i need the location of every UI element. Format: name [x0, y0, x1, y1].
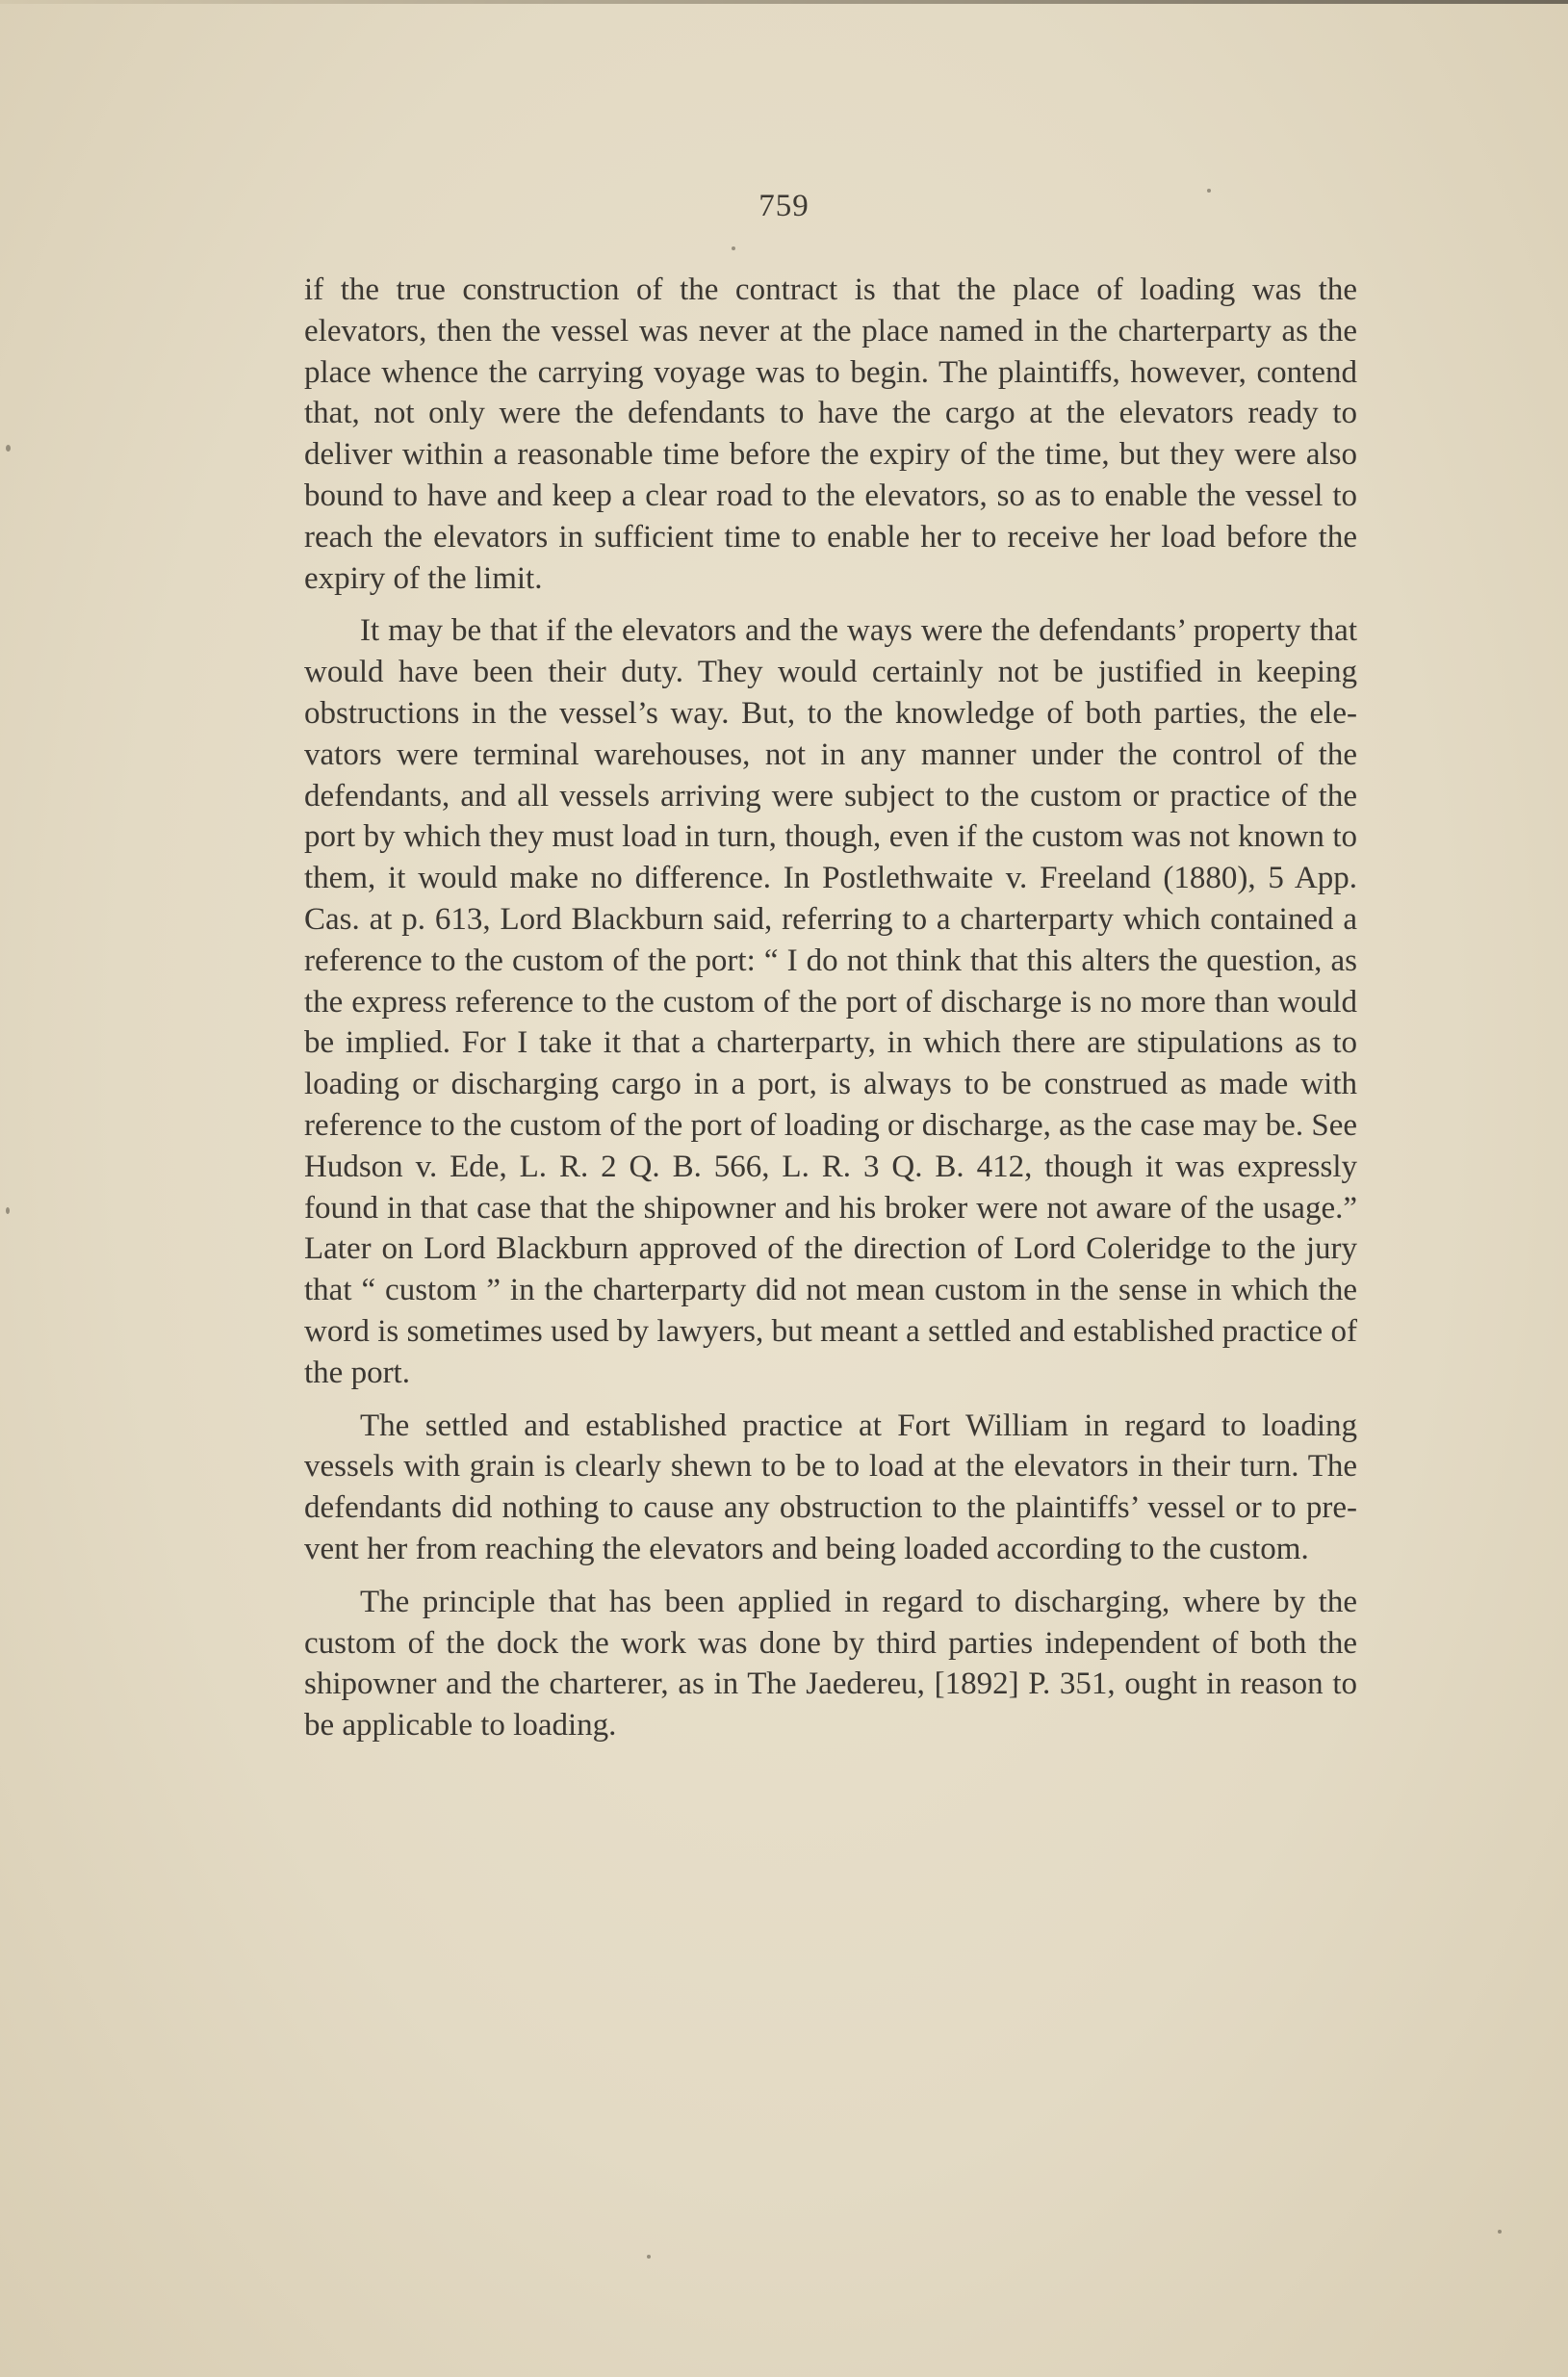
ink-speck: [6, 445, 11, 452]
ink-speck: [6, 1207, 10, 1214]
ink-speck: [647, 2255, 651, 2259]
paragraph: The settled and established practice at Fort William in regard to loading vessels with grain is clearly shewn to be to load at the elevators in their turn. The defendants did nothing to cause any obstruction to the plaintiffs’ vessel or to prevent her from reaching the elevators and being loaded according to the custom.: [304, 1408, 1357, 1566]
paragraph: The principle that has been applied in regard to discharging, where by the custom of the dock the work was done by third parties independent of both the shipowner and the charterer, as in The Jaedereu, [1892] P. 351, ought in reason to be applicable to loading.: [304, 1584, 1357, 1744]
page-top-edge: [0, 0, 1568, 4]
page-number: 759: [758, 189, 810, 223]
ink-speck: [732, 246, 735, 250]
paragraph: It may be that if the elevators and the ways were the defendants’ property that would have been their duty. They would certainly not be justified in keeping obstructions in the vessel’s way. But, to the knowledge of both parties, the elevators were terminal warehouses, not in any manner under the control of the defendants, and all vessels arriving were subject to the custom or practice of the port by which they must load in turn, though, even if the custom was not known to them, it would make no difference. In Postlethwaite v. Freeland (1880), 5 App. Cas. at p. 613, Lord Blackburn said, referring to a charterparty which contained a reference to the custom of the port: “ I do not think that this alters the question, as the express reference to the custom of the port of discharge is no more than would be implied. For I take it that a charterparty, in which there are stipulations as to loading or discharging cargo in a port, is always to be construed as made with reference to the custom of the port of loading or discharge, as the case may be. See Hudson v. Ede, L. R. 2 Q. B. 566, L. R. 3 Q. B. 412, though it was expressly found in that case that the shipowner and his broker were not aware of the usage.” Later on Lord Blackburn approved of the direction of Lord Coleridge to the jury that “ custom ” in the charterparty did not mean custom in the sense in which the word is sometimes used by lawyers, but meant a settled and established practice of the port.: [304, 613, 1357, 1390]
body-text: [304, 270, 1357, 1758]
ink-speck: [1498, 2230, 1502, 2234]
paragraph-continuation: if the true construction of the contract is that the place of loading was the elevators, then the vessel was never at the place named in the charterparty as the place whence the carrying voyage was to begin. The plaintiffs, however, contend that, not only were the defendants to have the cargo at the elevators ready to deliver within a reasonable time before the expiry of the time, but they were also bound to have and keep a clear road to the elevators, so as to enable the vessel to reach the elevators in sufficient time to enable her to receive her load before the expiry of the limit.: [304, 272, 1357, 596]
